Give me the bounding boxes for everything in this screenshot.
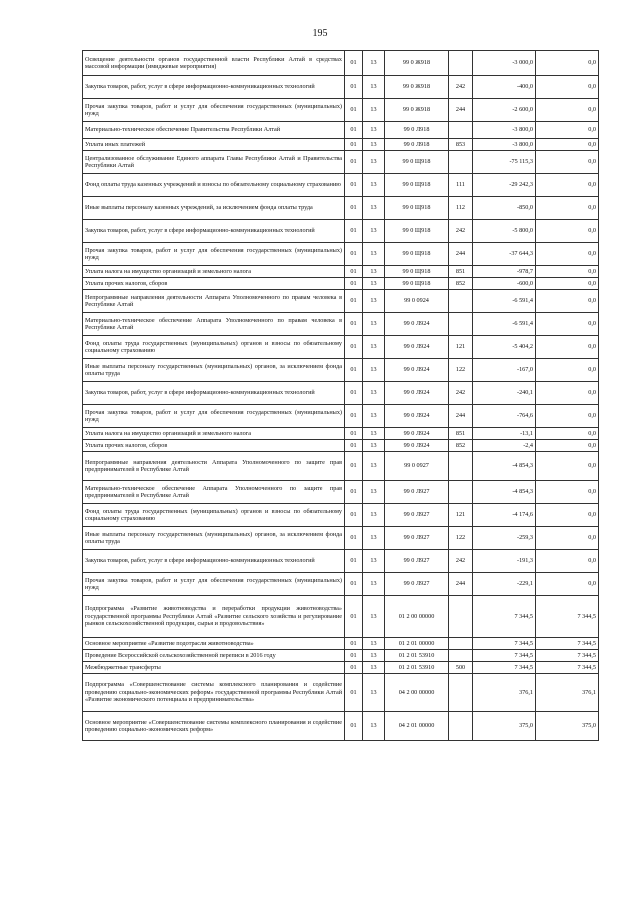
table-row <box>83 76 599 99</box>
row-amount-2-cell: 0,0 <box>536 266 599 278</box>
row-target-article-cell: 99 0 Л924 <box>385 313 449 336</box>
row-target-article-cell: 99 0 Л927 <box>385 573 449 596</box>
row-target-article-cell: 99 0 Щ918 <box>385 174 449 197</box>
row-expense-type-cell: 122 <box>449 359 473 382</box>
row-section-cell: 01 <box>345 504 363 527</box>
row-subsection-cell: 13 <box>363 336 385 359</box>
row-target-article-cell: 99 0 Ж918 <box>385 51 449 76</box>
row-name-cell: Уплата налога на имущество организаций и земельного налога <box>83 428 345 440</box>
row-expense-type-cell: 111 <box>449 174 473 197</box>
row-subsection-cell: 13 <box>363 220 385 243</box>
row-amount-1-cell: -978,7 <box>473 266 536 278</box>
row-section-cell: 01 <box>345 139 363 151</box>
row-name-cell: Иные выплаты персоналу государственных (муниципальных) органов, за исключением фонда оплаты труда <box>83 359 345 382</box>
row-expense-type-cell: 853 <box>449 139 473 151</box>
table-row <box>83 336 599 359</box>
row-target-article-cell: 04 2 00 00000 <box>385 674 449 712</box>
row-expense-type-cell: 242 <box>449 220 473 243</box>
row-subsection-cell: 13 <box>363 290 385 313</box>
row-section-cell: 01 <box>345 174 363 197</box>
row-section-cell: 01 <box>345 359 363 382</box>
row-expense-type-cell: 852 <box>449 440 473 452</box>
row-amount-1-cell: -37 644,3 <box>473 243 536 266</box>
row-target-article-cell: 99 0 Л927 <box>385 527 449 550</box>
row-name-cell: Прочая закупка товаров, работ и услуг для обеспечения государственных (муниципальных) нужд <box>83 573 345 596</box>
row-amount-2-cell: 0,0 <box>536 278 599 290</box>
row-subsection-cell: 13 <box>363 440 385 452</box>
row-expense-type-cell: 242 <box>449 76 473 99</box>
table-row <box>83 122 599 139</box>
table-row <box>83 99 599 122</box>
row-amount-2-cell: 0,0 <box>536 51 599 76</box>
row-expense-type-cell: 242 <box>449 382 473 405</box>
row-section-cell: 01 <box>345 452 363 481</box>
row-expense-type-cell: 121 <box>449 504 473 527</box>
row-target-article-cell: 04 2 01 00000 <box>385 712 449 741</box>
row-name-cell: Закупка товаров, работ, услуг в сфере информационно-коммуникационных технологий <box>83 220 345 243</box>
row-section-cell: 01 <box>345 76 363 99</box>
row-target-article-cell: 01 2 01 53910 <box>385 662 449 674</box>
row-subsection-cell: 13 <box>363 122 385 139</box>
row-expense-type-cell: 244 <box>449 243 473 266</box>
row-subsection-cell: 13 <box>363 359 385 382</box>
row-amount-1-cell: -191,3 <box>473 550 536 573</box>
row-name-cell: Уплата иных платежей <box>83 139 345 151</box>
table-row <box>83 573 599 596</box>
row-amount-2-cell: 0,0 <box>536 359 599 382</box>
row-subsection-cell: 13 <box>363 139 385 151</box>
row-section-cell: 01 <box>345 51 363 76</box>
row-expense-type-cell: 112 <box>449 197 473 220</box>
row-target-article-cell: 99 0 Л927 <box>385 481 449 504</box>
row-amount-2-cell: 375,0 <box>536 712 599 741</box>
row-amount-2-cell: 0,0 <box>536 220 599 243</box>
row-target-article-cell: 99 0 Щ918 <box>385 266 449 278</box>
row-subsection-cell: 13 <box>363 650 385 662</box>
row-section-cell: 01 <box>345 596 363 638</box>
row-amount-2-cell: 0,0 <box>536 151 599 174</box>
row-name-cell: Непрограммные направления деятельности Аппарата Уполномоченного по защите прав предпринимателей в Республике Алтай <box>83 452 345 481</box>
row-subsection-cell: 13 <box>363 51 385 76</box>
row-amount-2-cell: 0,0 <box>536 76 599 99</box>
row-amount-1-cell: -5 404,2 <box>473 336 536 359</box>
row-amount-2-cell: 0,0 <box>536 573 599 596</box>
row-expense-type-cell <box>449 596 473 638</box>
row-subsection-cell: 13 <box>363 550 385 573</box>
row-name-cell: Фонд оплаты труда государственных (муниципальных) органов и взносы по обязательному социальному страхованию <box>83 504 345 527</box>
row-amount-1-cell: 376,1 <box>473 674 536 712</box>
row-name-cell: Закупка товаров, работ, услуг в сфере информационно-коммуникационных технологий <box>83 382 345 405</box>
row-target-article-cell: 99 0 Щ918 <box>385 220 449 243</box>
table-row <box>83 662 599 674</box>
budget-table <box>82 50 599 741</box>
table-row <box>83 139 599 151</box>
row-amount-1-cell: -5 800,0 <box>473 220 536 243</box>
row-name-cell: Закупка товаров, работ, услуг в сфере информационно-коммуникационных технологий <box>83 76 345 99</box>
row-subsection-cell: 13 <box>363 527 385 550</box>
row-expense-type-cell <box>449 674 473 712</box>
page-number: 195 <box>312 28 328 39</box>
row-section-cell: 01 <box>345 197 363 220</box>
table-row <box>83 674 599 712</box>
row-name-cell: Освещение деятельности органов государственной власти Республики Алтай в средствах массовой информации (имиджевые мероприятия) <box>83 51 345 76</box>
row-subsection-cell: 13 <box>363 638 385 650</box>
row-amount-1-cell: -4 854,3 <box>473 481 536 504</box>
row-amount-1-cell: -3 000,0 <box>473 51 536 76</box>
row-name-cell: Материально-техническое обеспечение Аппарата Уполномоченного по правам человека в Республике Алтай <box>83 313 345 336</box>
row-subsection-cell: 13 <box>363 712 385 741</box>
row-amount-2-cell: 7 344,5 <box>536 650 599 662</box>
row-subsection-cell: 13 <box>363 573 385 596</box>
row-name-cell: Прочая закупка товаров, работ и услуг для обеспечения государственных (муниципальных) нужд <box>83 243 345 266</box>
row-subsection-cell: 13 <box>363 481 385 504</box>
row-amount-1-cell: -4 854,3 <box>473 452 536 481</box>
table-row <box>83 550 599 573</box>
table-row <box>83 481 599 504</box>
row-name-cell: Проведение Всероссийской сельскохозяйственной переписи в 2016 году <box>83 650 345 662</box>
table-row <box>83 174 599 197</box>
table-row <box>83 220 599 243</box>
row-amount-1-cell: -6 591,4 <box>473 290 536 313</box>
row-target-article-cell: 99 0 Щ918 <box>385 243 449 266</box>
row-amount-2-cell: 0,0 <box>536 382 599 405</box>
table-row <box>83 313 599 336</box>
row-amount-2-cell: 0,0 <box>536 313 599 336</box>
row-target-article-cell: 99 0 Ж918 <box>385 99 449 122</box>
row-subsection-cell: 13 <box>363 452 385 481</box>
row-section-cell: 01 <box>345 405 363 428</box>
row-name-cell: Материально-техническое обеспечение Правительства Республики Алтай <box>83 122 345 139</box>
table-row <box>83 452 599 481</box>
row-target-article-cell: 99 0 0924 <box>385 290 449 313</box>
row-subsection-cell: 13 <box>363 662 385 674</box>
row-subsection-cell: 13 <box>363 99 385 122</box>
row-amount-1-cell: -29 242,3 <box>473 174 536 197</box>
row-name-cell: Подпрограмма «Совершенствование системы комплексного планирования и содействие проведению социально-экономических реформ» государственной программы Республики Алтай «Развитие экономического потенциала и предпринимательства» <box>83 674 345 712</box>
row-expense-type-cell: 122 <box>449 527 473 550</box>
row-expense-type-cell <box>449 481 473 504</box>
row-subsection-cell: 13 <box>363 674 385 712</box>
row-target-article-cell: 99 0 Л924 <box>385 359 449 382</box>
row-expense-type-cell <box>449 638 473 650</box>
row-target-article-cell: 99 0 Л924 <box>385 382 449 405</box>
row-expense-type-cell <box>449 151 473 174</box>
table-row <box>83 151 599 174</box>
table-row <box>83 596 599 638</box>
row-name-cell: Уплата прочих налогов, сборов <box>83 278 345 290</box>
row-section-cell: 01 <box>345 550 363 573</box>
row-amount-1-cell: -4 174,6 <box>473 504 536 527</box>
row-section-cell: 01 <box>345 336 363 359</box>
row-section-cell: 01 <box>345 662 363 674</box>
row-amount-2-cell: 0,0 <box>536 452 599 481</box>
row-expense-type-cell <box>449 650 473 662</box>
table-row <box>83 405 599 428</box>
row-section-cell: 01 <box>345 122 363 139</box>
row-target-article-cell: 99 0 Л927 <box>385 504 449 527</box>
row-amount-1-cell: 375,0 <box>473 712 536 741</box>
row-amount-2-cell: 0,0 <box>536 139 599 151</box>
row-section-cell: 01 <box>345 573 363 596</box>
row-amount-1-cell: -850,0 <box>473 197 536 220</box>
row-name-cell: Межбюджетные трансферты <box>83 662 345 674</box>
row-section-cell: 01 <box>345 220 363 243</box>
row-amount-1-cell: -600,0 <box>473 278 536 290</box>
row-subsection-cell: 13 <box>363 428 385 440</box>
row-expense-type-cell: 852 <box>449 278 473 290</box>
table-row <box>83 650 599 662</box>
row-amount-1-cell: -3 800,0 <box>473 139 536 151</box>
row-target-article-cell: 99 0 Л924 <box>385 440 449 452</box>
row-expense-type-cell: 244 <box>449 405 473 428</box>
row-amount-2-cell: 7 344,5 <box>536 638 599 650</box>
row-target-article-cell: 99 0 Л918 <box>385 122 449 139</box>
row-name-cell: Прочая закупка товаров, работ и услуг для обеспечения государственных (муниципальных) нужд <box>83 99 345 122</box>
row-target-article-cell: 99 0 Л924 <box>385 405 449 428</box>
row-subsection-cell: 13 <box>363 313 385 336</box>
row-name-cell: Фонд оплаты труда государственных (муниципальных) органов и взносы по обязательному социальному страхованию <box>83 336 345 359</box>
row-section-cell: 01 <box>345 313 363 336</box>
row-subsection-cell: 13 <box>363 278 385 290</box>
row-amount-1-cell: -167,0 <box>473 359 536 382</box>
row-amount-1-cell: -764,6 <box>473 405 536 428</box>
row-amount-1-cell: -259,3 <box>473 527 536 550</box>
row-amount-1-cell: -240,1 <box>473 382 536 405</box>
row-target-article-cell: 99 0 Л924 <box>385 428 449 440</box>
row-amount-1-cell: -6 591,4 <box>473 313 536 336</box>
row-target-article-cell: 99 0 Щ918 <box>385 197 449 220</box>
row-expense-type-cell <box>449 290 473 313</box>
row-section-cell: 01 <box>345 674 363 712</box>
table-row <box>83 527 599 550</box>
row-expense-type-cell: 851 <box>449 428 473 440</box>
row-target-article-cell: 01 2 01 00000 <box>385 638 449 650</box>
row-name-cell: Основное мероприятие «Совершенствование системы комплексного планирования и содействие проведению социально-экономических реформ» <box>83 712 345 741</box>
row-section-cell: 01 <box>345 278 363 290</box>
row-amount-2-cell: 0,0 <box>536 122 599 139</box>
row-expense-type-cell <box>449 122 473 139</box>
row-section-cell: 01 <box>345 243 363 266</box>
row-section-cell: 01 <box>345 440 363 452</box>
table-row <box>83 712 599 741</box>
row-target-article-cell: 99 0 Щ918 <box>385 278 449 290</box>
row-name-cell: Основное мероприятие «Развитие подотрасли животноводства» <box>83 638 345 650</box>
row-target-article-cell: 99 0 0927 <box>385 452 449 481</box>
row-amount-2-cell: 0,0 <box>536 481 599 504</box>
table-row <box>83 278 599 290</box>
row-amount-2-cell: 0,0 <box>536 550 599 573</box>
row-name-cell: Уплата прочих налогов, сборов <box>83 440 345 452</box>
table-row <box>83 197 599 220</box>
row-amount-2-cell: 0,0 <box>536 504 599 527</box>
row-subsection-cell: 13 <box>363 243 385 266</box>
row-amount-2-cell: 376,1 <box>536 674 599 712</box>
table-row <box>83 428 599 440</box>
row-amount-1-cell: -2 600,0 <box>473 99 536 122</box>
row-name-cell: Материально-техническое обеспечение Аппарата Уполномоченного по защите прав предпринимателей в Республике Алтай <box>83 481 345 504</box>
row-amount-2-cell: 0,0 <box>536 428 599 440</box>
row-target-article-cell: 01 2 01 53910 <box>385 650 449 662</box>
row-amount-1-cell: 7 344,5 <box>473 596 536 638</box>
row-expense-type-cell: 242 <box>449 550 473 573</box>
row-amount-2-cell: 0,0 <box>536 243 599 266</box>
row-target-article-cell: 99 0 Ж918 <box>385 76 449 99</box>
row-amount-1-cell: 7 344,5 <box>473 662 536 674</box>
row-amount-1-cell: 7 344,5 <box>473 638 536 650</box>
row-section-cell: 01 <box>345 638 363 650</box>
row-amount-2-cell: 0,0 <box>536 197 599 220</box>
row-amount-2-cell: 0,0 <box>536 290 599 313</box>
row-expense-type-cell: 500 <box>449 662 473 674</box>
row-target-article-cell: 99 0 Л927 <box>385 550 449 573</box>
row-name-cell: Прочая закупка товаров, работ и услуг для обеспечения государственных (муниципальных) нужд <box>83 405 345 428</box>
row-name-cell: Фонд оплаты труда казенных учреждений и взносы по обязательному социальному страхованию <box>83 174 345 197</box>
table-row <box>83 359 599 382</box>
row-target-article-cell: 99 0 Л918 <box>385 139 449 151</box>
row-expense-type-cell: 244 <box>449 99 473 122</box>
row-amount-2-cell: 0,0 <box>536 527 599 550</box>
row-amount-2-cell: 7 344,5 <box>536 596 599 638</box>
row-subsection-cell: 13 <box>363 382 385 405</box>
row-section-cell: 01 <box>345 712 363 741</box>
row-expense-type-cell: 851 <box>449 266 473 278</box>
table-row <box>83 638 599 650</box>
row-amount-2-cell: 0,0 <box>536 174 599 197</box>
row-subsection-cell: 13 <box>363 266 385 278</box>
table-row <box>83 440 599 452</box>
row-section-cell: 01 <box>345 650 363 662</box>
row-expense-type-cell <box>449 712 473 741</box>
row-expense-type-cell <box>449 51 473 76</box>
row-target-article-cell: 99 0 Щ918 <box>385 151 449 174</box>
row-expense-type-cell <box>449 313 473 336</box>
row-amount-1-cell: -3 800,0 <box>473 122 536 139</box>
row-subsection-cell: 13 <box>363 151 385 174</box>
row-amount-1-cell: -229,1 <box>473 573 536 596</box>
row-amount-1-cell: -13,1 <box>473 428 536 440</box>
row-section-cell: 01 <box>345 527 363 550</box>
row-amount-2-cell: 0,0 <box>536 336 599 359</box>
row-name-cell: Иные выплаты персоналу казенных учреждений, за исключением фонда оплаты труда <box>83 197 345 220</box>
row-subsection-cell: 13 <box>363 596 385 638</box>
row-amount-1-cell: -2,4 <box>473 440 536 452</box>
budget-table-body <box>83 51 599 741</box>
row-section-cell: 01 <box>345 266 363 278</box>
row-subsection-cell: 13 <box>363 197 385 220</box>
row-subsection-cell: 13 <box>363 174 385 197</box>
table-row <box>83 243 599 266</box>
table-row <box>83 290 599 313</box>
row-section-cell: 01 <box>345 151 363 174</box>
row-amount-1-cell: 7 344,5 <box>473 650 536 662</box>
row-name-cell: Централизованное обслуживание Единого аппарата Главы Республики Алтай и Правительства Республики Алтай <box>83 151 345 174</box>
row-amount-1-cell: -400,0 <box>473 76 536 99</box>
row-subsection-cell: 13 <box>363 76 385 99</box>
row-section-cell: 01 <box>345 382 363 405</box>
table-row <box>83 51 599 76</box>
row-amount-1-cell: -75 115,3 <box>473 151 536 174</box>
row-target-article-cell: 01 2 00 00000 <box>385 596 449 638</box>
row-expense-type-cell: 244 <box>449 573 473 596</box>
row-name-cell: Иные выплаты персоналу государственных (муниципальных) органов, за исключением фонда оплаты труда <box>83 527 345 550</box>
row-amount-2-cell: 0,0 <box>536 405 599 428</box>
row-section-cell: 01 <box>345 481 363 504</box>
row-amount-2-cell: 7 344,5 <box>536 662 599 674</box>
row-amount-2-cell: 0,0 <box>536 440 599 452</box>
row-target-article-cell: 99 0 Л924 <box>385 336 449 359</box>
row-expense-type-cell <box>449 452 473 481</box>
table-row <box>83 504 599 527</box>
row-name-cell: Закупка товаров, работ, услуг в сфере информационно-коммуникационных технологий <box>83 550 345 573</box>
row-name-cell: Подпрограмма «Развитие животноводства и переработки продукции животноводства» государственной программы Республики Алтай «Развитие сельского хозяйства и регулирование рынков сельскохозяйственной продукции, сырья и продовольствия» <box>83 596 345 638</box>
table-row <box>83 382 599 405</box>
row-expense-type-cell: 121 <box>449 336 473 359</box>
row-section-cell: 01 <box>345 290 363 313</box>
row-subsection-cell: 13 <box>363 405 385 428</box>
row-section-cell: 01 <box>345 99 363 122</box>
row-section-cell: 01 <box>345 428 363 440</box>
row-name-cell: Уплата налога на имущество организаций и земельного налога <box>83 266 345 278</box>
table-row <box>83 266 599 278</box>
row-subsection-cell: 13 <box>363 504 385 527</box>
row-amount-2-cell: 0,0 <box>536 99 599 122</box>
row-name-cell: Непрограммные направления деятельности Аппарата Уполномоченного по правам человека в Республике Алтай <box>83 290 345 313</box>
